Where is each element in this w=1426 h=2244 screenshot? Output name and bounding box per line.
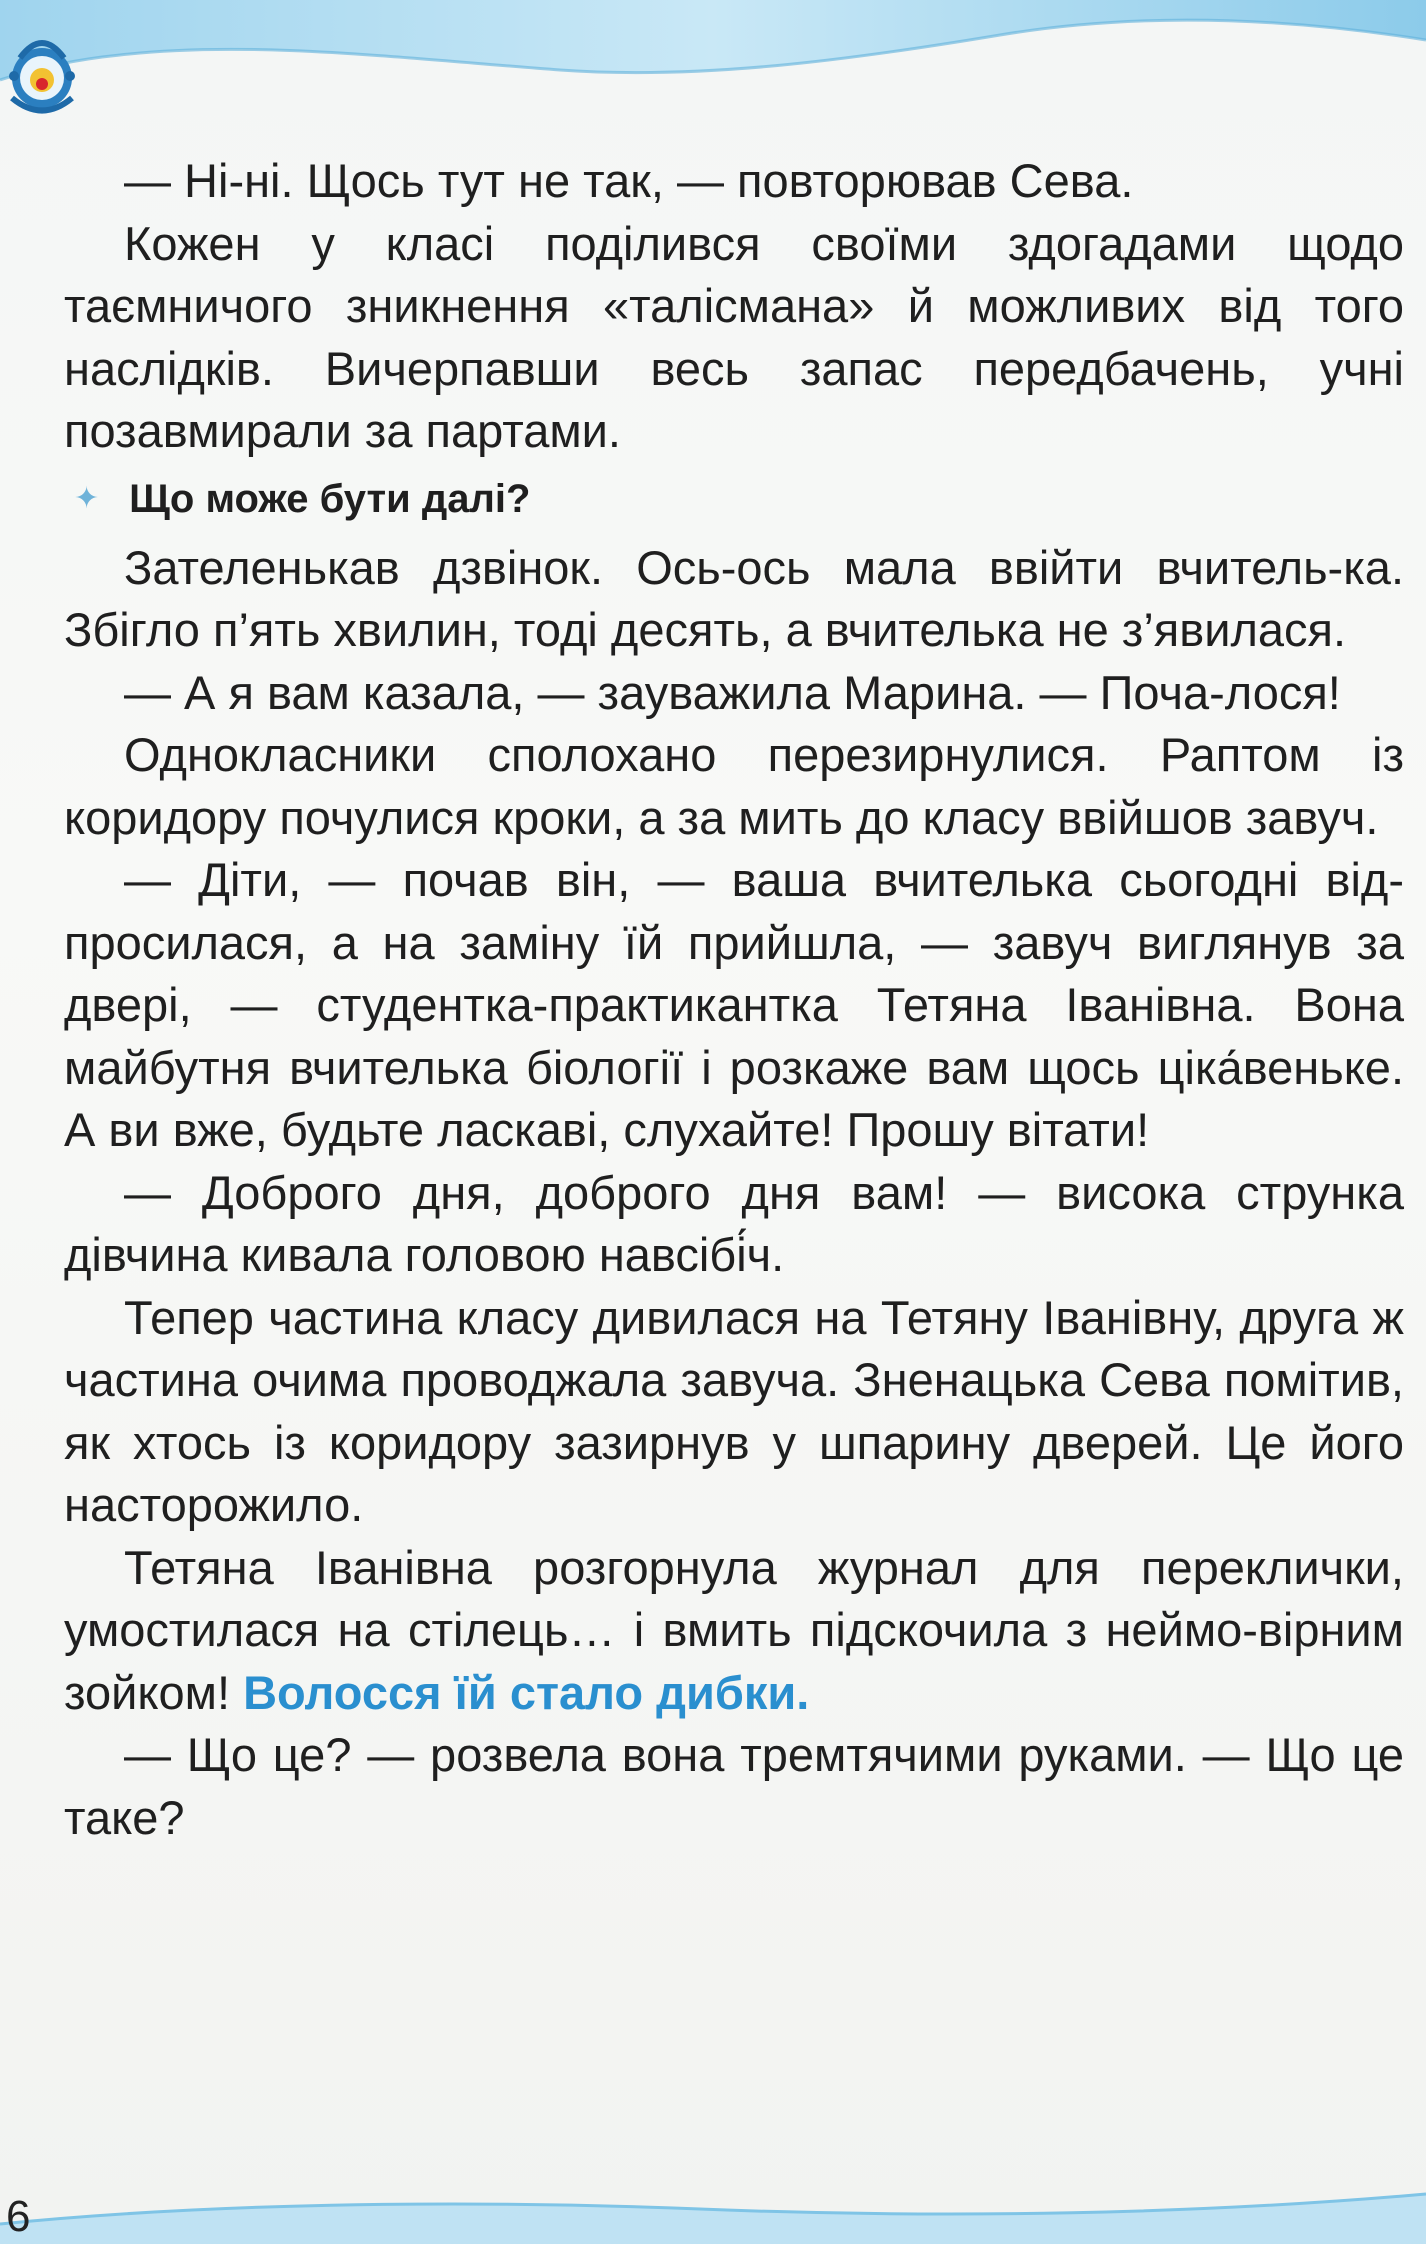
paragraph: — Що це? — розвела вона тремтячими руками. — Що це таке? xyxy=(64,1728,1404,1844)
paragraph: Зателенькав дзвінок. Ось-ось мала ввійти вчитель-ка. Збігло п’ять хвилин, тоді десять, а вчителька не з’явилася. xyxy=(64,540,1404,656)
bottom-wave-decoration xyxy=(0,2184,1426,2244)
paragraph: Однокласники сполохано перезирнулися. Раптом із коридору почулися кроки, а за мить до класу ввійшов завуч. xyxy=(64,728,1404,844)
folk-flower-icon xyxy=(0,18,90,128)
paragraph: Кожен у класі поділився своїми здогадами щодо таємничого зникнення «талісмана» й можливих від того наслідків. Вичерпавши весь запас передбачень, учні позавмирали за партами. xyxy=(64,216,1404,457)
question-prompt xyxy=(64,469,1404,529)
paragraph: — Доброго дня, доброго дня вам! — висока струнка дівчина кивала головою навсібі́ч. xyxy=(64,1165,1404,1281)
paragraph: — Ні-ні. Щось тут не так, — повторював Сева. xyxy=(124,154,1134,207)
paragraph: — Діти, — почав він, — ваша вчителька сьогодні від-просилася, а на заміну їй прийшла, — завуч виглянув за двері, — студентка-практикантка Тетяна Іванівна. Вона майбутня вчителька біології і розкаже вам щось ціка́веньке. А ви вже, будьте ласкаві, слухайте! Прошу вітати! xyxy=(64,853,1404,1156)
paragraph-text: Тетяна Іванівна розгорнула журнал для переклички, умостилася на стілець… і вмить підскочила з неймо-вірним зойком! xyxy=(64,1540,1404,1719)
paragraph xyxy=(64,1537,1404,1725)
top-wave-decoration xyxy=(0,0,1426,150)
question-text: Що може бути далі? xyxy=(129,476,531,521)
paragraph: Тепер частина класу дивилася на Тетяну Іванівну, друга ж частина очима проводжала завуча. Зненацька Сева помітив, як хтось із коридору зазирнув у шпарину дверей. Це його насторожило. xyxy=(64,1290,1404,1531)
story-text xyxy=(64,150,1404,1849)
paragraph: — А я вам казала, — зауважила Марина. — Поча-лося! xyxy=(124,665,1341,719)
highlighted-phrase: Волосся їй стало дибки. xyxy=(243,1665,810,1719)
page-number: 6 xyxy=(6,2192,31,2241)
star-icon: ✦ xyxy=(74,481,100,515)
